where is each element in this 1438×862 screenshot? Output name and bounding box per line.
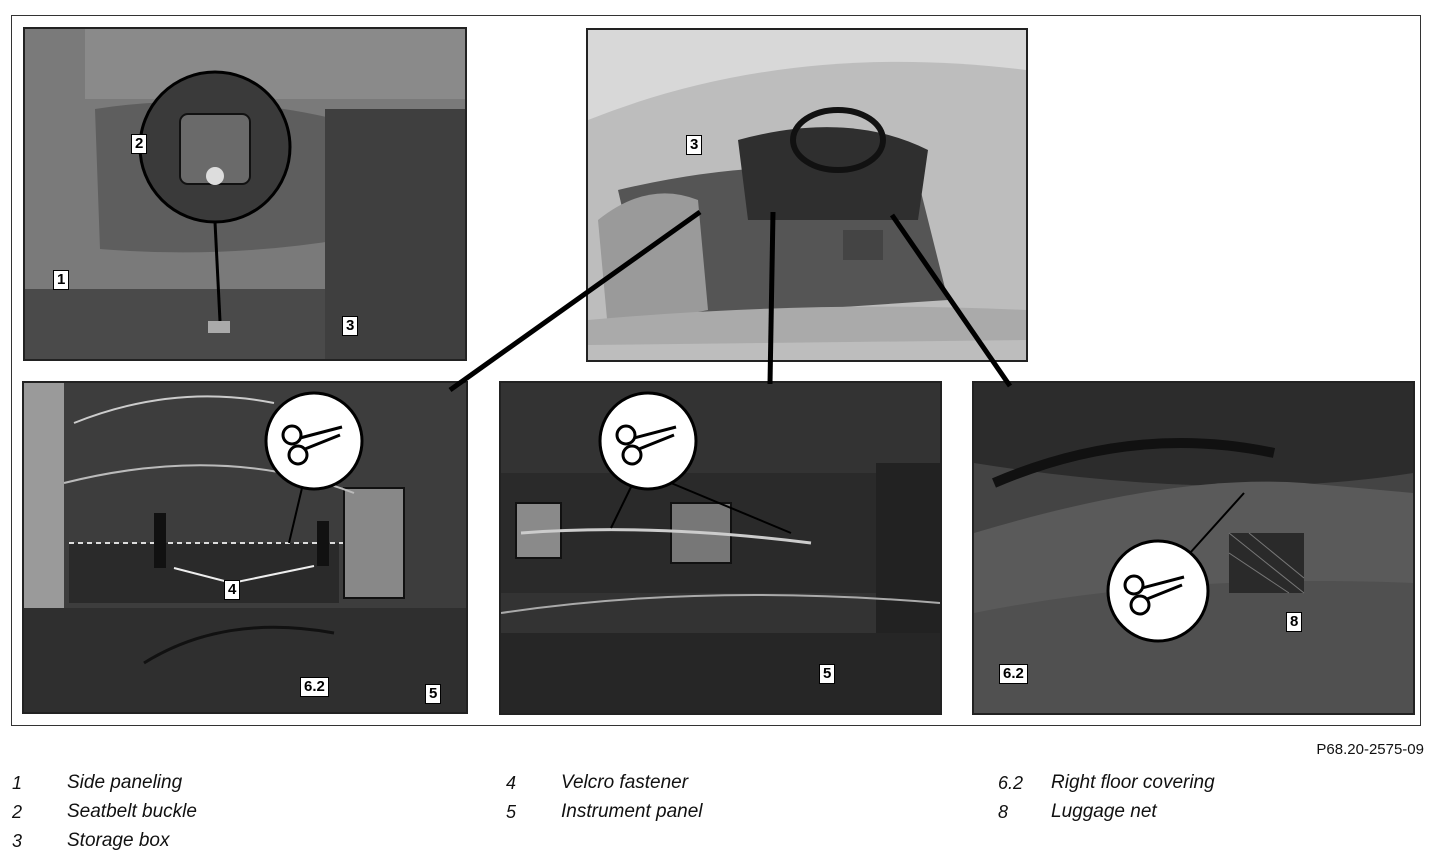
legend-label: Side paneling — [67, 772, 183, 793]
legend-num: 2 — [12, 802, 23, 822]
right-detail-illustration — [974, 383, 1413, 713]
center-detail-illustration — [501, 383, 940, 713]
legend-label: Storage box — [67, 830, 170, 851]
photo-side-paneling — [23, 27, 467, 361]
cabin-overview-illustration — [588, 30, 1026, 360]
legend-num: 3 — [12, 831, 23, 851]
photo-left-detail — [22, 381, 468, 714]
callout-6-2-right: 6.2 — [999, 664, 1028, 684]
legend-num: 6.2 — [998, 773, 1024, 793]
callout-4: 4 — [224, 580, 240, 600]
legend-num: 8 — [998, 802, 1009, 822]
figure-id: P68.20-2575-09 — [1316, 741, 1424, 758]
legend-label: Seatbelt buckle — [67, 801, 197, 822]
callout-1: 1 — [53, 270, 69, 290]
photo-center-detail — [499, 381, 942, 715]
callout-3: 3 — [342, 316, 358, 336]
legend-label: Instrument panel — [561, 801, 703, 822]
legend-num: 1 — [12, 773, 23, 793]
callout-3-cabin: 3 — [686, 135, 702, 155]
callout-6-2-left: 6.2 — [300, 677, 329, 697]
legend-label: Velcro fastener — [561, 772, 689, 793]
photo-right-detail — [972, 381, 1415, 715]
callout-5-left: 5 — [425, 684, 441, 704]
photo-cabin-overview — [586, 28, 1028, 362]
legend-label: Luggage net — [1051, 801, 1157, 822]
legend-num: 4 — [506, 773, 517, 793]
callout-8: 8 — [1286, 612, 1302, 632]
left-detail-illustration — [24, 383, 466, 712]
callout-5-center: 5 — [819, 664, 835, 684]
legend-label: Right floor covering — [1051, 772, 1215, 793]
side-paneling-illustration — [25, 29, 465, 359]
callout-2: 2 — [131, 134, 147, 154]
legend-num: 5 — [506, 802, 517, 822]
